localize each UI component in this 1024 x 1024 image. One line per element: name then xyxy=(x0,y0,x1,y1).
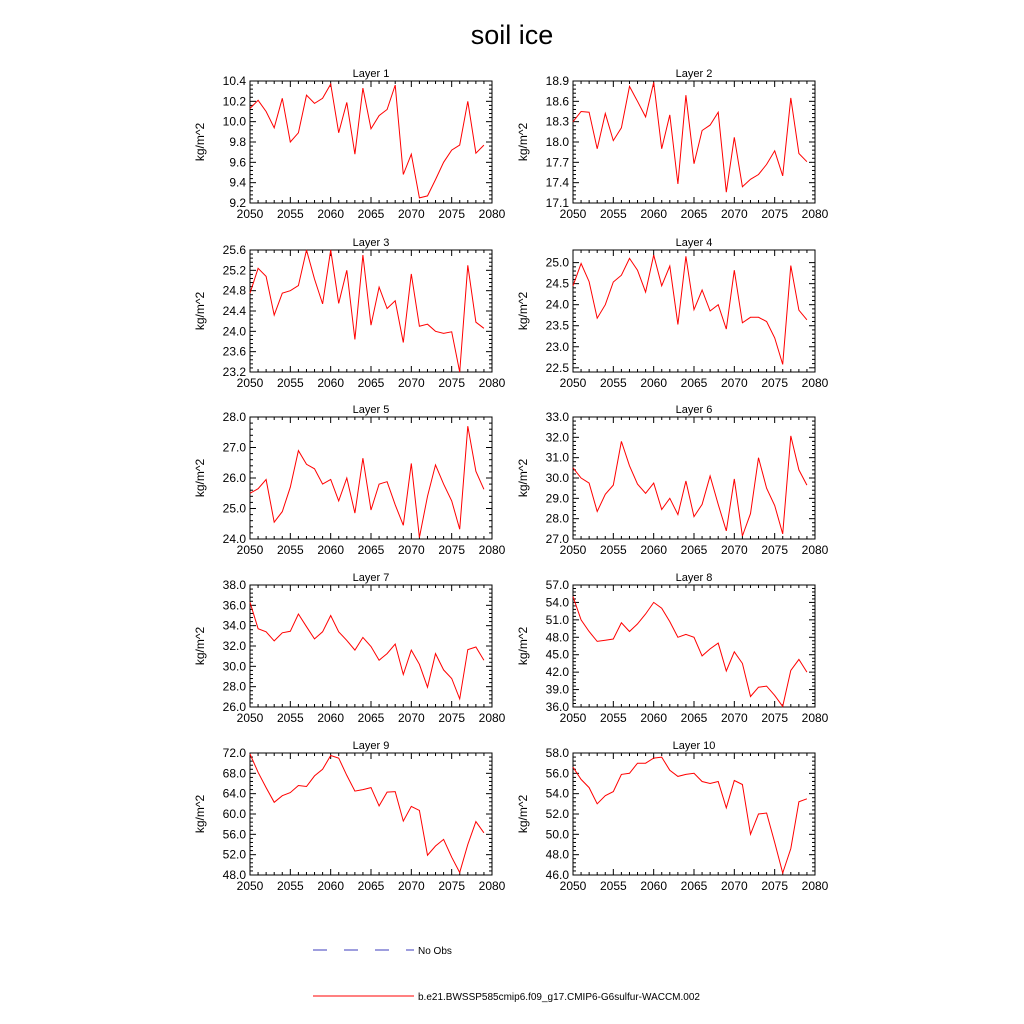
y-tick-label: 52.0 xyxy=(545,807,569,821)
x-tick-label: 2075 xyxy=(761,711,789,725)
legend-obs-label: No Obs xyxy=(418,946,452,957)
y-tick-label: 10.2 xyxy=(222,94,246,109)
x-tick-label: 2080 xyxy=(478,207,506,221)
y-tick-label: 56.0 xyxy=(222,827,246,842)
y-tick-label: 48.0 xyxy=(222,868,246,882)
y-tick-label: 24.5 xyxy=(545,276,569,291)
y-tick-label: 58.0 xyxy=(545,746,569,760)
y-axis-label: kg/m^2 xyxy=(193,794,207,834)
y-tick-label: 22.5 xyxy=(545,360,569,375)
x-tick-label: 2060 xyxy=(317,711,345,725)
y-tick-label: 23.2 xyxy=(222,365,246,379)
y-tick-label: 48.0 xyxy=(545,630,569,645)
y-tick-label: 17.7 xyxy=(545,155,569,170)
series-line-layer-3 xyxy=(250,250,484,372)
y-tick-label: 26.0 xyxy=(222,471,246,485)
y-tick-label: 50.0 xyxy=(545,827,569,842)
y-tick-label: 18.6 xyxy=(545,94,569,109)
plot-frame xyxy=(573,81,815,203)
y-tick-label: 36.0 xyxy=(222,598,246,613)
y-axis-label: kg/m^2 xyxy=(516,458,530,498)
x-tick-label: 2055 xyxy=(276,543,304,557)
y-tick-label: 17.4 xyxy=(545,175,569,190)
y-tick-label: 38.0 xyxy=(222,578,246,592)
y-tick-label: 25.2 xyxy=(222,263,246,278)
panel-title: Layer 7 xyxy=(352,572,390,584)
x-tick-label: 2060 xyxy=(640,207,668,221)
x-tick-label: 2075 xyxy=(438,376,466,390)
y-tick-label: 45.0 xyxy=(545,647,569,662)
x-tick-label: 2070 xyxy=(720,711,748,725)
y-tick-label: 48.0 xyxy=(545,847,569,862)
legend xyxy=(313,946,700,1003)
panel-title: Layer 8 xyxy=(675,572,713,584)
y-axis-label: kg/m^2 xyxy=(193,291,207,331)
x-tick-label: 2065 xyxy=(357,879,385,893)
x-tick-label: 2070 xyxy=(397,711,425,725)
y-tick-label: 24.0 xyxy=(222,532,246,546)
y-tick-label: 34.0 xyxy=(222,618,246,633)
y-tick-label: 46.0 xyxy=(545,868,569,882)
x-tick-label: 2075 xyxy=(438,207,466,221)
panel-layer-7 xyxy=(193,572,506,725)
y-tick-label: 25.0 xyxy=(545,255,569,270)
y-tick-label: 32.0 xyxy=(545,430,569,445)
x-tick-label: 2050 xyxy=(236,207,264,221)
y-tick-label: 24.0 xyxy=(545,297,569,312)
panel-title: Layer 6 xyxy=(675,404,713,416)
x-tick-label: 2080 xyxy=(478,376,506,390)
panel-layer-4 xyxy=(516,237,829,390)
series-line-layer-2 xyxy=(573,82,807,192)
y-tick-label: 24.4 xyxy=(222,304,246,318)
x-tick-label: 2065 xyxy=(680,879,708,893)
y-tick-label: 18.0 xyxy=(545,135,569,149)
y-tick-label: 29.0 xyxy=(545,491,569,506)
series-line-layer-10 xyxy=(573,757,807,873)
y-tick-label: 23.6 xyxy=(222,344,246,359)
x-tick-label: 2080 xyxy=(801,879,829,893)
y-tick-label: 72.0 xyxy=(222,746,246,760)
panel-layer-9 xyxy=(193,740,506,893)
y-tick-label: 18.9 xyxy=(545,74,569,88)
x-tick-label: 2080 xyxy=(801,207,829,221)
plot-frame xyxy=(250,417,492,539)
x-tick-label: 2050 xyxy=(236,879,264,893)
y-tick-label: 31.0 xyxy=(545,450,569,465)
panel-layer-3 xyxy=(193,237,506,390)
x-tick-label: 2050 xyxy=(236,711,264,725)
x-tick-label: 2075 xyxy=(761,207,789,221)
x-tick-label: 2075 xyxy=(761,543,789,557)
x-tick-label: 2075 xyxy=(438,879,466,893)
y-axis-label: kg/m^2 xyxy=(516,122,530,162)
y-tick-label: 9.4 xyxy=(229,175,246,190)
y-tick-label: 52.0 xyxy=(222,847,246,862)
y-tick-label: 27.0 xyxy=(545,532,569,546)
x-tick-label: 2055 xyxy=(599,207,627,221)
y-tick-label: 57.0 xyxy=(545,578,569,592)
x-tick-label: 2055 xyxy=(276,711,304,725)
y-axis-label: kg/m^2 xyxy=(516,291,530,331)
x-tick-label: 2075 xyxy=(438,711,466,725)
y-tick-label: 17.1 xyxy=(545,196,569,210)
x-tick-label: 2060 xyxy=(640,543,668,557)
y-tick-label: 25.0 xyxy=(222,501,246,516)
y-tick-label: 32.0 xyxy=(222,639,246,653)
panel-title: Layer 4 xyxy=(675,237,713,249)
panel-layer-2 xyxy=(516,68,829,221)
x-tick-label: 2065 xyxy=(680,376,708,390)
series-line-layer-8 xyxy=(573,597,807,707)
y-tick-label: 10.4 xyxy=(222,74,246,88)
x-tick-label: 2080 xyxy=(801,711,829,725)
x-tick-label: 2065 xyxy=(357,543,385,557)
x-tick-label: 2050 xyxy=(559,879,587,893)
panels xyxy=(193,68,829,893)
x-tick-label: 2055 xyxy=(599,376,627,390)
y-tick-label: 9.6 xyxy=(229,155,246,170)
panel-layer-8 xyxy=(516,572,829,725)
y-tick-label: 10.0 xyxy=(222,114,246,129)
y-tick-label: 30.0 xyxy=(222,659,246,674)
y-axis-label: kg/m^2 xyxy=(193,626,207,666)
y-tick-label: 30.0 xyxy=(545,471,569,485)
x-tick-label: 2070 xyxy=(397,543,425,557)
x-tick-label: 2060 xyxy=(640,376,668,390)
x-tick-label: 2060 xyxy=(317,376,345,390)
y-tick-label: 25.6 xyxy=(222,243,246,257)
panel-title: Layer 1 xyxy=(352,68,390,80)
x-tick-label: 2070 xyxy=(397,207,425,221)
x-tick-label: 2065 xyxy=(357,207,385,221)
x-tick-label: 2075 xyxy=(438,543,466,557)
x-tick-label: 2065 xyxy=(357,711,385,725)
x-tick-label: 2065 xyxy=(680,207,708,221)
y-tick-label: 54.0 xyxy=(545,786,569,801)
panel-title: Layer 5 xyxy=(352,404,390,416)
x-tick-label: 2060 xyxy=(317,207,345,221)
x-tick-label: 2065 xyxy=(680,543,708,557)
panel-title: Layer 2 xyxy=(675,68,713,80)
x-tick-label: 2075 xyxy=(761,879,789,893)
y-tick-label: 33.0 xyxy=(545,410,569,424)
panel-title: Layer 3 xyxy=(352,237,390,249)
x-tick-label: 2080 xyxy=(801,376,829,390)
y-tick-label: 9.2 xyxy=(229,196,246,210)
y-tick-label: 36.0 xyxy=(545,700,569,714)
y-tick-label: 24.8 xyxy=(222,283,246,298)
panel-layer-1 xyxy=(193,68,506,221)
x-tick-label: 2055 xyxy=(599,879,627,893)
y-axis-label: kg/m^2 xyxy=(193,122,207,162)
plot-frame xyxy=(250,81,492,203)
y-tick-label: 24.0 xyxy=(222,324,246,339)
y-tick-label: 42.0 xyxy=(545,665,569,680)
y-tick-label: 28.0 xyxy=(545,511,569,526)
x-tick-label: 2050 xyxy=(559,543,587,557)
y-tick-label: 64.0 xyxy=(222,786,246,801)
y-tick-label: 39.0 xyxy=(545,682,569,697)
y-axis-label: kg/m^2 xyxy=(516,794,530,834)
x-tick-label: 2050 xyxy=(559,711,587,725)
x-tick-label: 2050 xyxy=(559,207,587,221)
x-tick-label: 2055 xyxy=(276,376,304,390)
series-line-layer-4 xyxy=(573,255,807,364)
y-tick-label: 54.0 xyxy=(545,595,569,610)
series-line-layer-1 xyxy=(250,84,484,198)
y-tick-label: 23.0 xyxy=(545,339,569,354)
y-tick-label: 68.0 xyxy=(222,766,246,781)
panel-layer-10 xyxy=(516,740,829,893)
series-line-layer-7 xyxy=(250,602,484,699)
x-tick-label: 2060 xyxy=(317,543,345,557)
x-tick-label: 2080 xyxy=(801,543,829,557)
x-tick-label: 2070 xyxy=(397,879,425,893)
y-tick-label: 9.8 xyxy=(229,135,246,149)
x-tick-label: 2055 xyxy=(599,543,627,557)
figure-title: soil ice xyxy=(470,20,554,50)
y-tick-label: 28.0 xyxy=(222,679,246,694)
y-tick-label: 28.0 xyxy=(222,410,246,424)
x-tick-label: 2065 xyxy=(357,376,385,390)
x-tick-label: 2075 xyxy=(761,376,789,390)
series-line-layer-6 xyxy=(573,436,807,536)
x-tick-label: 2070 xyxy=(720,543,748,557)
y-axis-label: kg/m^2 xyxy=(193,458,207,498)
y-tick-label: 18.3 xyxy=(545,114,569,129)
x-tick-label: 2060 xyxy=(317,879,345,893)
plot-frame xyxy=(250,753,492,875)
x-tick-label: 2070 xyxy=(397,376,425,390)
y-tick-label: 51.0 xyxy=(545,612,569,627)
y-tick-label: 26.0 xyxy=(222,700,246,714)
x-tick-label: 2055 xyxy=(276,879,304,893)
x-tick-label: 2050 xyxy=(236,543,264,557)
x-tick-label: 2060 xyxy=(640,711,668,725)
x-tick-label: 2060 xyxy=(640,879,668,893)
x-tick-label: 2050 xyxy=(559,376,587,390)
y-tick-label: 27.0 xyxy=(222,440,246,455)
x-tick-label: 2080 xyxy=(478,879,506,893)
x-tick-label: 2070 xyxy=(720,879,748,893)
panel-layer-6 xyxy=(516,404,829,557)
x-tick-label: 2080 xyxy=(478,711,506,725)
y-tick-label: 56.0 xyxy=(545,766,569,781)
x-tick-label: 2055 xyxy=(599,711,627,725)
y-tick-label: 23.5 xyxy=(545,318,569,333)
x-tick-label: 2055 xyxy=(276,207,304,221)
plot-frame xyxy=(573,585,815,707)
x-tick-label: 2050 xyxy=(236,376,264,390)
panel-layer-5 xyxy=(193,404,506,557)
x-tick-label: 2065 xyxy=(680,711,708,725)
y-tick-label: 60.0 xyxy=(222,807,246,821)
panel-title: Layer 10 xyxy=(672,740,716,752)
x-tick-label: 2070 xyxy=(720,207,748,221)
panel-title: Layer 9 xyxy=(352,740,390,752)
y-axis-label: kg/m^2 xyxy=(516,626,530,666)
legend-model-label: b.e21.BWSSP585cmip6.f09_g17.CMIP6-G6sulfur-WACCM.002 xyxy=(418,992,700,1003)
series-line-layer-5 xyxy=(250,426,484,537)
x-tick-label: 2070 xyxy=(720,376,748,390)
series-line-layer-9 xyxy=(250,754,484,873)
x-tick-label: 2080 xyxy=(478,543,506,557)
